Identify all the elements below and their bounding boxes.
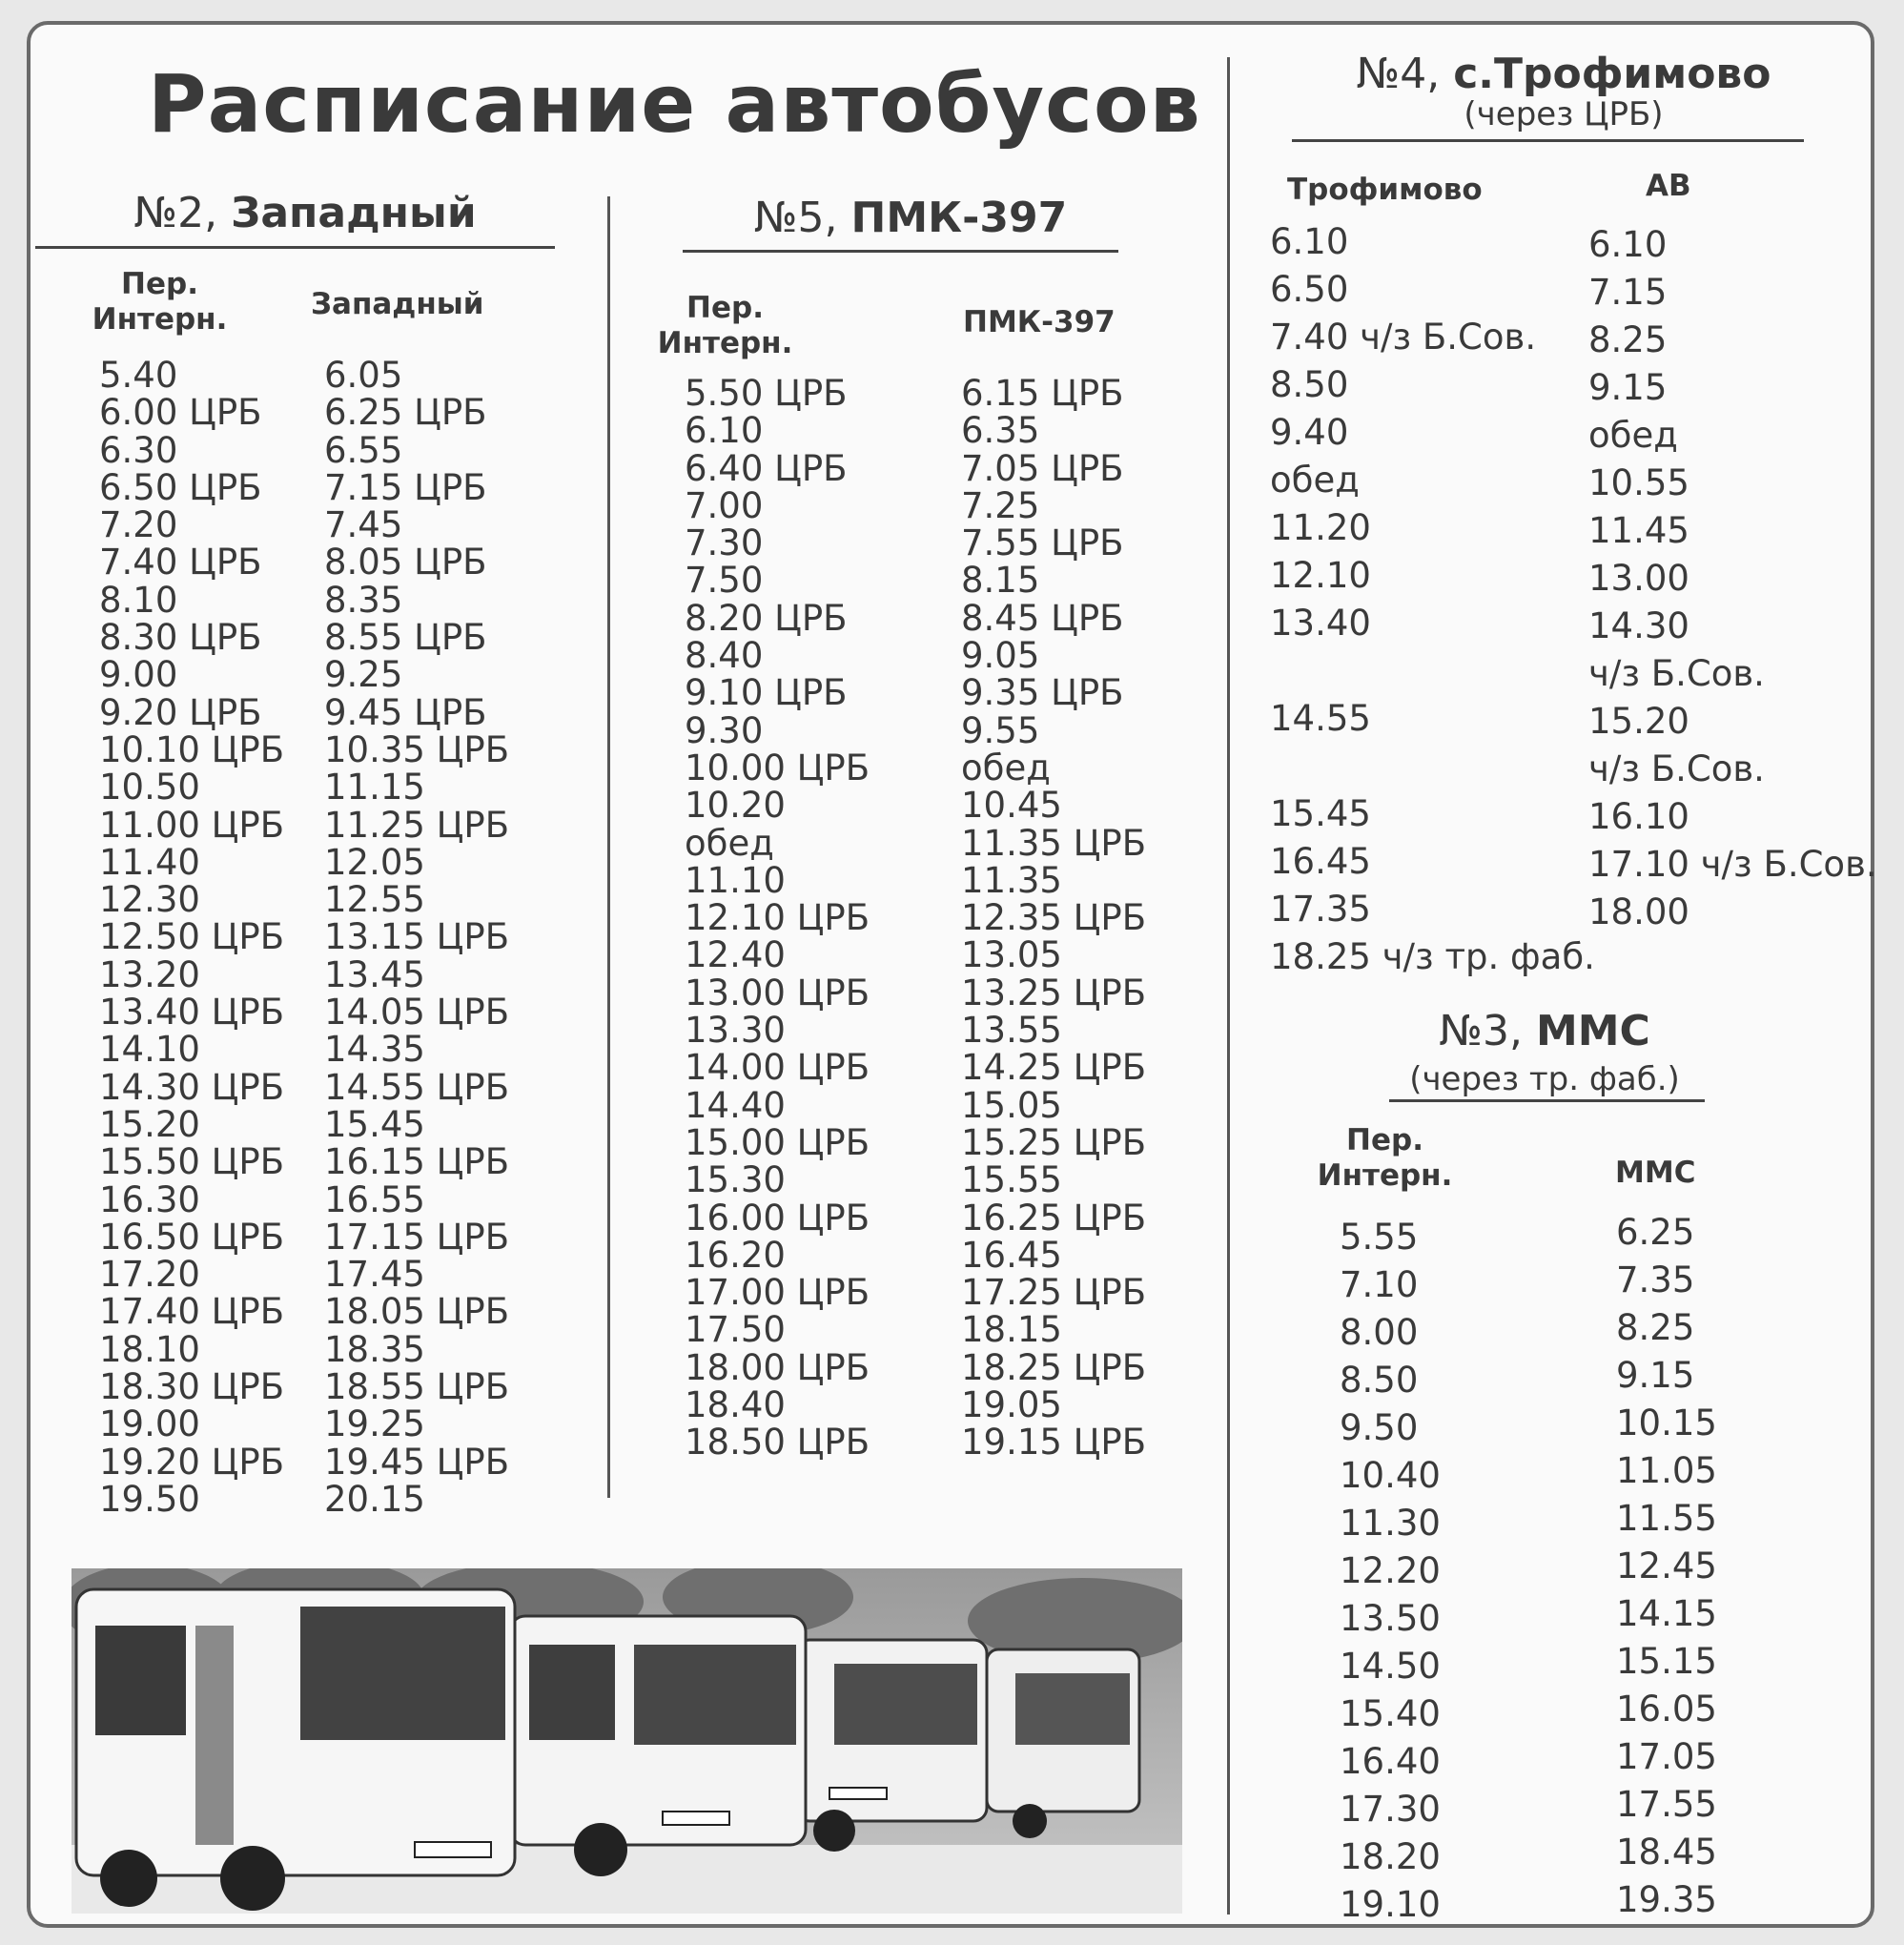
departure-time: 7.00 <box>685 484 764 526</box>
departure-time: 8.55 ЦРБ <box>324 617 487 659</box>
departure-time: 18.55 ЦРБ <box>324 1366 510 1408</box>
departure-time: 5.50 ЦРБ <box>685 373 848 414</box>
departure-time: 15.25 ЦРБ <box>961 1121 1147 1163</box>
departure-time: 6.25 <box>1616 1212 1695 1253</box>
departure-time: 19.25 <box>324 1403 425 1445</box>
departure-time: 8.25 <box>1588 319 1668 360</box>
departure-time: 13.50 <box>1340 1598 1441 1639</box>
page-title: Расписание автобусов <box>148 57 1201 151</box>
departure-time: 8.05 ЦРБ <box>324 542 487 584</box>
departure-time: 18.25 ЦРБ <box>961 1346 1147 1388</box>
departure-time: обед <box>1588 415 1678 456</box>
departure-time: 16.20 <box>685 1234 786 1276</box>
departure-time: 11.35 <box>961 859 1062 901</box>
departure-time: 7.55 ЦРБ <box>961 522 1124 564</box>
departure-time: 13.45 <box>324 953 425 995</box>
departure-time: обед <box>1270 460 1360 501</box>
departure-time: 15.00 ЦРБ <box>685 1121 870 1163</box>
departure-time: 10.10 ЦРБ <box>99 728 285 770</box>
departure-time: 7.05 ЦРБ <box>961 447 1124 489</box>
departure-time: 6.10 <box>1588 224 1668 265</box>
departure-time: 6.05 <box>324 355 403 396</box>
route-5-underline <box>683 250 1118 253</box>
route-2-col-b-head: Западный <box>311 287 484 321</box>
departure-time: 16.15 ЦРБ <box>324 1141 510 1183</box>
departure-time: 12.40 <box>685 934 786 976</box>
departure-time: 17.35 <box>1270 889 1371 930</box>
departure-time: 17.10 ч/з Б.Сов. <box>1588 844 1877 885</box>
departure-time: 14.55 ЦРБ <box>324 1066 510 1108</box>
departure-time: 10.45 <box>961 785 1062 827</box>
departure-time: 16.45 <box>961 1234 1062 1276</box>
col-head-line: Интерн. <box>657 326 793 360</box>
departure-time: 13.00 <box>1588 558 1689 599</box>
route-3-underline <box>1389 1099 1705 1102</box>
departure-time: 17.50 <box>685 1309 786 1351</box>
departure-time: 15.30 <box>685 1159 786 1201</box>
departure-time: 11.00 ЦРБ <box>99 804 285 846</box>
departure-time: 7.50 <box>685 560 764 602</box>
departure-time: 16.05 <box>1616 1689 1717 1730</box>
departure-time: 8.25 <box>1616 1307 1695 1348</box>
departure-time: 6.30 <box>99 429 178 471</box>
departure-time: 6.10 <box>1270 221 1349 262</box>
departure-time: 7.15 <box>1588 272 1668 313</box>
departure-time: 19.00 <box>99 1403 200 1445</box>
departure-time: 8.30 ЦРБ <box>99 617 262 659</box>
departure-time: 17.45 <box>324 1254 425 1296</box>
divider-2 <box>1227 57 1230 1914</box>
departure-time: 7.35 <box>1616 1259 1695 1300</box>
departure-time: 7.10 <box>1340 1264 1419 1305</box>
departure-time: 14.40 <box>685 1084 786 1126</box>
departure-time: 15.55 <box>961 1159 1062 1201</box>
departure-time: 9.55 <box>961 709 1040 751</box>
departure-time: 6.10 <box>685 410 764 452</box>
departure-time: 18.35 <box>324 1328 425 1370</box>
departure-time: 6.40 ЦРБ <box>685 447 848 489</box>
departure-time: 10.20 <box>685 785 786 827</box>
departure-time: 17.20 <box>99 1254 200 1296</box>
bus-3 <box>796 1640 987 1852</box>
route-5-col-a-head <box>656 291 794 361</box>
route-2-col-a <box>99 357 284 1518</box>
departure-time: 9.00 <box>99 654 178 696</box>
departure-time: обед <box>961 747 1051 788</box>
departure-time: 12.30 <box>99 879 200 921</box>
route-4-col-a-head: Трофимово <box>1287 173 1483 207</box>
departure-time <box>1270 647 1595 695</box>
route-2-col-a-head <box>91 267 229 338</box>
departure-time: 8.50 <box>1270 364 1349 405</box>
departure-time: 18.45 <box>1616 1832 1717 1873</box>
departure-time: 15.40 <box>1340 1693 1441 1734</box>
departure-time: 18.40 <box>685 1384 786 1426</box>
departure-time: 13.00 ЦРБ <box>685 972 870 1013</box>
departure-time: 15.50 ЦРБ <box>99 1141 285 1183</box>
departure-time: 14.05 ЦРБ <box>324 992 510 1034</box>
route-4-col-a <box>1270 218 1595 981</box>
departure-time: 11.30 <box>1340 1503 1441 1544</box>
departure-time: 10.35 ЦРБ <box>324 728 510 770</box>
departure-time: 6.15 ЦРБ <box>961 373 1124 414</box>
departure-time: 14.15 <box>1616 1593 1717 1634</box>
departure-time: 18.25 ч/з тр. фаб. <box>1270 936 1595 977</box>
departure-time: 5.55 <box>1340 1217 1419 1258</box>
departure-time: 6.50 <box>1270 269 1349 310</box>
route-3-number: №3, <box>1439 1007 1523 1055</box>
departure-time: 14.00 ЦРБ <box>685 1047 870 1089</box>
departure-time: 19.45 ЦРБ <box>324 1441 510 1483</box>
departure-time: 13.20 <box>99 953 200 995</box>
route-4-col-b-head: АВ <box>1646 169 1691 203</box>
route-5-name: ПМК-397 <box>850 194 1068 242</box>
route-2-underline <box>35 246 555 249</box>
departure-time: 16.25 ЦРБ <box>961 1197 1147 1239</box>
departure-time: 6.25 ЦРБ <box>324 392 487 434</box>
departure-time: 8.45 ЦРБ <box>961 597 1124 639</box>
route-2-name: Западный <box>231 189 477 237</box>
departure-time: 13.55 <box>961 1010 1062 1052</box>
departure-time: 10.40 <box>1340 1455 1441 1496</box>
departure-time: 18.00 ЦРБ <box>685 1346 870 1388</box>
departure-time: 15.05 <box>961 1084 1062 1126</box>
bus-2 <box>510 1616 806 1876</box>
departure-time: 11.35 ЦРБ <box>961 822 1147 864</box>
departure-time: 9.20 ЦРБ <box>99 691 262 733</box>
departure-time: обед <box>685 822 774 864</box>
departure-time <box>1270 743 1595 790</box>
departure-time: 19.15 ЦРБ <box>961 1422 1147 1464</box>
departure-time: 19.05 <box>961 1384 1062 1426</box>
departure-time: 13.40 <box>1270 603 1371 644</box>
departure-time: 10.50 <box>99 767 200 809</box>
departure-time: 14.10 <box>99 1029 200 1071</box>
divider-1 <box>607 196 610 1498</box>
route-5-number: №5, <box>753 194 838 242</box>
departure-time: 14.35 <box>324 1029 425 1071</box>
departure-time: 20.15 <box>324 1478 425 1520</box>
departure-time: 7.30 <box>685 522 764 564</box>
departure-time: 12.10 <box>1270 555 1371 596</box>
departure-time: 11.45 <box>1588 510 1689 551</box>
departure-time: 13.05 <box>961 934 1062 976</box>
departure-time: 12.55 <box>324 879 425 921</box>
col-head-line: Пер. <box>686 291 764 325</box>
departure-time: 15.45 <box>1270 793 1371 834</box>
route-4-via: (через ЦРБ) <box>1464 95 1664 133</box>
departure-time: 18.20 <box>1340 1836 1441 1877</box>
departure-time: 9.15 <box>1616 1355 1695 1396</box>
route-5-header <box>667 194 1154 242</box>
departure-time: 14.55 <box>1270 698 1371 739</box>
departure-time: 12.10 ЦРБ <box>685 897 870 939</box>
departure-time: 9.15 <box>1588 367 1668 408</box>
route-2-header <box>38 189 572 237</box>
departure-time: 11.25 ЦРБ <box>324 804 510 846</box>
departure-time: 7.15 ЦРБ <box>324 466 487 508</box>
departure-time: 8.40 <box>685 635 764 677</box>
departure-time: 17.05 <box>1616 1736 1717 1777</box>
departure-time: 11.10 <box>685 859 786 901</box>
departure-time: 15.45 <box>324 1103 425 1145</box>
departure-time: ч/з Б.Сов. <box>1588 653 1765 694</box>
route-4-header <box>1297 50 1831 98</box>
departure-time: 15.20 <box>99 1103 200 1145</box>
departure-time: 9.25 <box>324 654 403 696</box>
departure-time: 12.35 ЦРБ <box>961 897 1147 939</box>
departure-time: 19.10 <box>1340 1884 1441 1925</box>
departure-time: 11.20 <box>1270 507 1371 548</box>
route-4-name: с.Трофимово <box>1453 50 1771 98</box>
departure-time: 9.35 ЦРБ <box>961 672 1124 714</box>
departure-time: 13.30 <box>685 1010 786 1052</box>
departure-time: 15.20 <box>1588 701 1689 742</box>
departure-time: 9.45 ЦРБ <box>324 691 487 733</box>
departure-time: 6.55 <box>324 429 403 471</box>
departure-time: 9.40 <box>1270 412 1349 453</box>
departure-time: 9.10 ЦРБ <box>685 672 848 714</box>
route-5-col-b-head: ПМК-397 <box>963 305 1116 339</box>
route-4-col-b <box>1588 221 1877 936</box>
buses-photo <box>72 1568 1182 1914</box>
departure-time: 8.15 <box>961 560 1040 602</box>
departure-time: 7.20 <box>99 504 178 546</box>
col-head-line: Пер. <box>121 267 198 301</box>
departure-time: 12.05 <box>324 841 425 883</box>
departure-time: 5.40 <box>99 355 178 396</box>
departure-time: 7.45 <box>324 504 403 546</box>
departure-time: 6.35 <box>961 410 1040 452</box>
departure-time: ч/з Б.Сов. <box>1588 748 1765 789</box>
departure-time: 13.40 ЦРБ <box>99 992 285 1034</box>
departure-time: 11.40 <box>99 841 200 883</box>
departure-time: 17.30 <box>1340 1789 1441 1830</box>
departure-time: 7.40 ч/з Б.Сов. <box>1270 317 1537 358</box>
route-2-number: №2, <box>133 189 218 237</box>
col-head-line: Интерн. <box>1317 1158 1453 1193</box>
departure-time: 15.15 <box>1616 1641 1717 1682</box>
departure-time: 17.55 <box>1616 1784 1717 1825</box>
route-5-col-b <box>961 375 1146 1462</box>
bus-4 <box>987 1649 1139 1838</box>
departure-time: 13.15 ЦРБ <box>324 916 510 958</box>
departure-time: 18.10 <box>99 1328 200 1370</box>
departure-time: 7.25 <box>961 484 1040 526</box>
departure-time: 18.00 <box>1588 891 1689 932</box>
departure-time: 8.20 ЦРБ <box>685 597 848 639</box>
departure-time: 17.15 ЦРБ <box>324 1216 510 1258</box>
bus-1 <box>76 1589 515 1911</box>
departure-time: 11.15 <box>324 767 425 809</box>
col-head-line: Пер. <box>1346 1123 1423 1157</box>
departure-time: 14.25 ЦРБ <box>961 1047 1147 1089</box>
route-4-number: №4, <box>1356 50 1441 98</box>
route-3-col-a-head <box>1316 1123 1454 1194</box>
departure-time: 17.40 ЦРБ <box>99 1291 285 1333</box>
departure-time: 18.05 ЦРБ <box>324 1291 510 1333</box>
route-3-col-a <box>1340 1214 1441 1929</box>
departure-time: 7.40 ЦРБ <box>99 542 262 584</box>
departure-time: 8.50 <box>1340 1360 1419 1401</box>
departure-time: 14.30 ЦРБ <box>99 1066 285 1108</box>
departure-time: 16.45 <box>1270 841 1371 882</box>
departure-time: 12.50 ЦРБ <box>99 916 285 958</box>
departure-time: 18.15 <box>961 1309 1062 1351</box>
departure-time: 17.25 ЦРБ <box>961 1272 1147 1314</box>
route-2-col-b <box>324 357 509 1518</box>
departure-time: 10.00 ЦРБ <box>685 747 870 788</box>
departure-time: 17.00 ЦРБ <box>685 1272 870 1314</box>
departure-time: 6.50 ЦРБ <box>99 466 262 508</box>
departure-time: 16.00 ЦРБ <box>685 1197 870 1239</box>
departure-time: 9.50 <box>1340 1407 1419 1448</box>
route-3-via: (через тр. фаб.) <box>1409 1060 1680 1098</box>
departure-time: 13.25 ЦРБ <box>961 972 1147 1013</box>
departure-time: 9.05 <box>961 635 1040 677</box>
departure-time: 14.50 <box>1340 1646 1441 1687</box>
departure-time: 11.55 <box>1616 1498 1717 1539</box>
departure-time: 12.45 <box>1616 1546 1717 1587</box>
departure-time: 19.50 <box>99 1478 200 1520</box>
departure-time: 8.10 <box>99 579 178 621</box>
departure-time: 16.50 ЦРБ <box>99 1216 285 1258</box>
departure-time: 6.00 ЦРБ <box>99 392 262 434</box>
departure-time: 18.50 ЦРБ <box>685 1422 870 1464</box>
departure-time: 18.30 ЦРБ <box>99 1366 285 1408</box>
departure-time: 12.20 <box>1340 1550 1441 1591</box>
col-head-line: Интерн. <box>92 302 228 337</box>
departure-time: 16.30 <box>99 1178 200 1220</box>
departure-time: 16.55 <box>324 1178 425 1220</box>
departure-time: 16.10 <box>1588 796 1689 837</box>
route-3-name: ММС <box>1535 1007 1650 1055</box>
departure-time: 10.55 <box>1588 462 1689 503</box>
route-3-col-b-head: ММС <box>1615 1156 1696 1190</box>
route-3-col-b <box>1616 1209 1717 1924</box>
departure-time: 8.00 <box>1340 1312 1419 1353</box>
route-3-header <box>1297 1007 1792 1055</box>
departure-time: 10.15 <box>1616 1402 1717 1443</box>
departure-time: 16.40 <box>1340 1741 1441 1782</box>
departure-time: 19.20 ЦРБ <box>99 1441 285 1483</box>
departure-time: 19.35 <box>1616 1879 1717 1920</box>
route-4-underline <box>1292 139 1804 142</box>
departure-time: 14.30 <box>1588 605 1689 646</box>
route-5-col-a <box>685 375 870 1462</box>
departure-time: 11.05 <box>1616 1450 1717 1491</box>
departure-time: 9.30 <box>685 709 764 751</box>
departure-time: 8.35 <box>324 579 403 621</box>
